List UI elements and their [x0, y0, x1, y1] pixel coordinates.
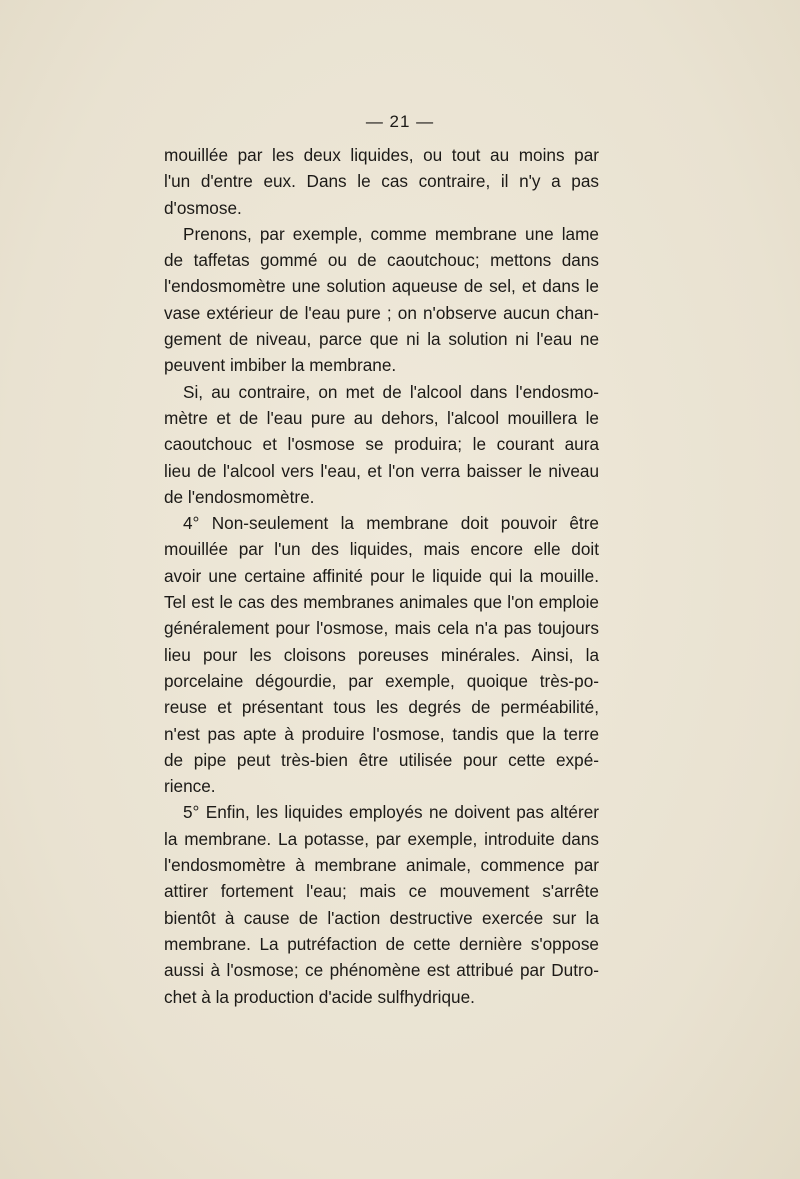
- text-line: d'osmose.: [164, 197, 242, 218]
- text-line: 5° Enfin, les liquides employés ne doivent pas altérer: [183, 802, 599, 823]
- text-line: gement de niveau, parce que ni la solution ni l'eau ne: [164, 329, 599, 350]
- text-line: bientôt à cause de l'action destructive exercée sur la: [164, 907, 599, 928]
- text-line: caoutchouc et l'osmose se produira; le courant aura: [164, 434, 599, 455]
- text-line: 4° Non-seulement la membrane doit pouvoir être: [183, 513, 599, 534]
- text-line: mouillée par les deux liquides, ou tout au moins par: [164, 145, 599, 165]
- text-line: vase extérieur de l'eau pure ; on n'observe aucun chan-: [164, 302, 599, 323]
- text-line: Si, au contraire, on met de l'alcool dans l'endosmo-: [183, 381, 599, 402]
- text-line: l'endosmomètre une solution aqueuse de sel, et dans le: [164, 276, 599, 297]
- text-line: l'endosmomètre à membrane animale, commence par: [164, 855, 599, 876]
- text-line: mètre et de l'eau pure au dehors, l'alcool mouillera le: [164, 407, 599, 428]
- text-line: l'un d'entre eux. Dans le cas contraire, il n'y a pas: [164, 171, 599, 192]
- text-line: de l'endosmomètre.: [164, 486, 315, 507]
- text-line: Prenons, par exemple, comme membrane une lame: [183, 223, 599, 244]
- text-line: de taffetas gommé ou de caoutchouc; mettons dans: [164, 250, 599, 271]
- text-line: de pipe peut très-bien être utilisée pour cette expé-: [164, 749, 599, 770]
- text-line: rience.: [164, 776, 216, 797]
- text-line: attirer fortement l'eau; mais ce mouvement s'arrête: [164, 881, 599, 902]
- text-line: généralement pour l'osmose, mais cela n'a pas toujours: [164, 618, 599, 639]
- text-line: Tel est le cas des membranes animales que l'on emploie: [164, 592, 599, 613]
- text-line: lieu pour les cloisons poreuses minérales. Ainsi, la: [164, 644, 599, 665]
- text-line: aussi à l'osmose; ce phénomène est attribué par Dutro-: [164, 960, 599, 981]
- body-text: [164, 142, 599, 1010]
- text-line: la membrane. La potasse, par exemple, introduite dans: [164, 828, 599, 849]
- text-line: peuvent imbiber la membrane.: [164, 355, 397, 376]
- text-line: n'est pas apte à produire l'osmose, tandis que la terre: [164, 723, 599, 744]
- text-line: membrane. La putréfaction de cette dernière s'oppose: [164, 933, 599, 954]
- text-line: mouillée par l'un des liquides, mais encore elle doit: [164, 539, 599, 560]
- text-line: reuse et présentant tous les degrés de perméabilité,: [164, 697, 599, 718]
- text-line: lieu de l'alcool vers l'eau, et l'on verra baisser le niveau: [164, 460, 599, 481]
- text-line: avoir une certaine affinité pour le liquide qui la mouille.: [164, 565, 599, 586]
- page-number: — 21 —: [365, 112, 435, 131]
- text-line: chet à la production d'acide sulfhydrique.: [164, 986, 475, 1007]
- text-line: porcelaine dégourdie, par exemple, quoique très-po-: [164, 670, 599, 691]
